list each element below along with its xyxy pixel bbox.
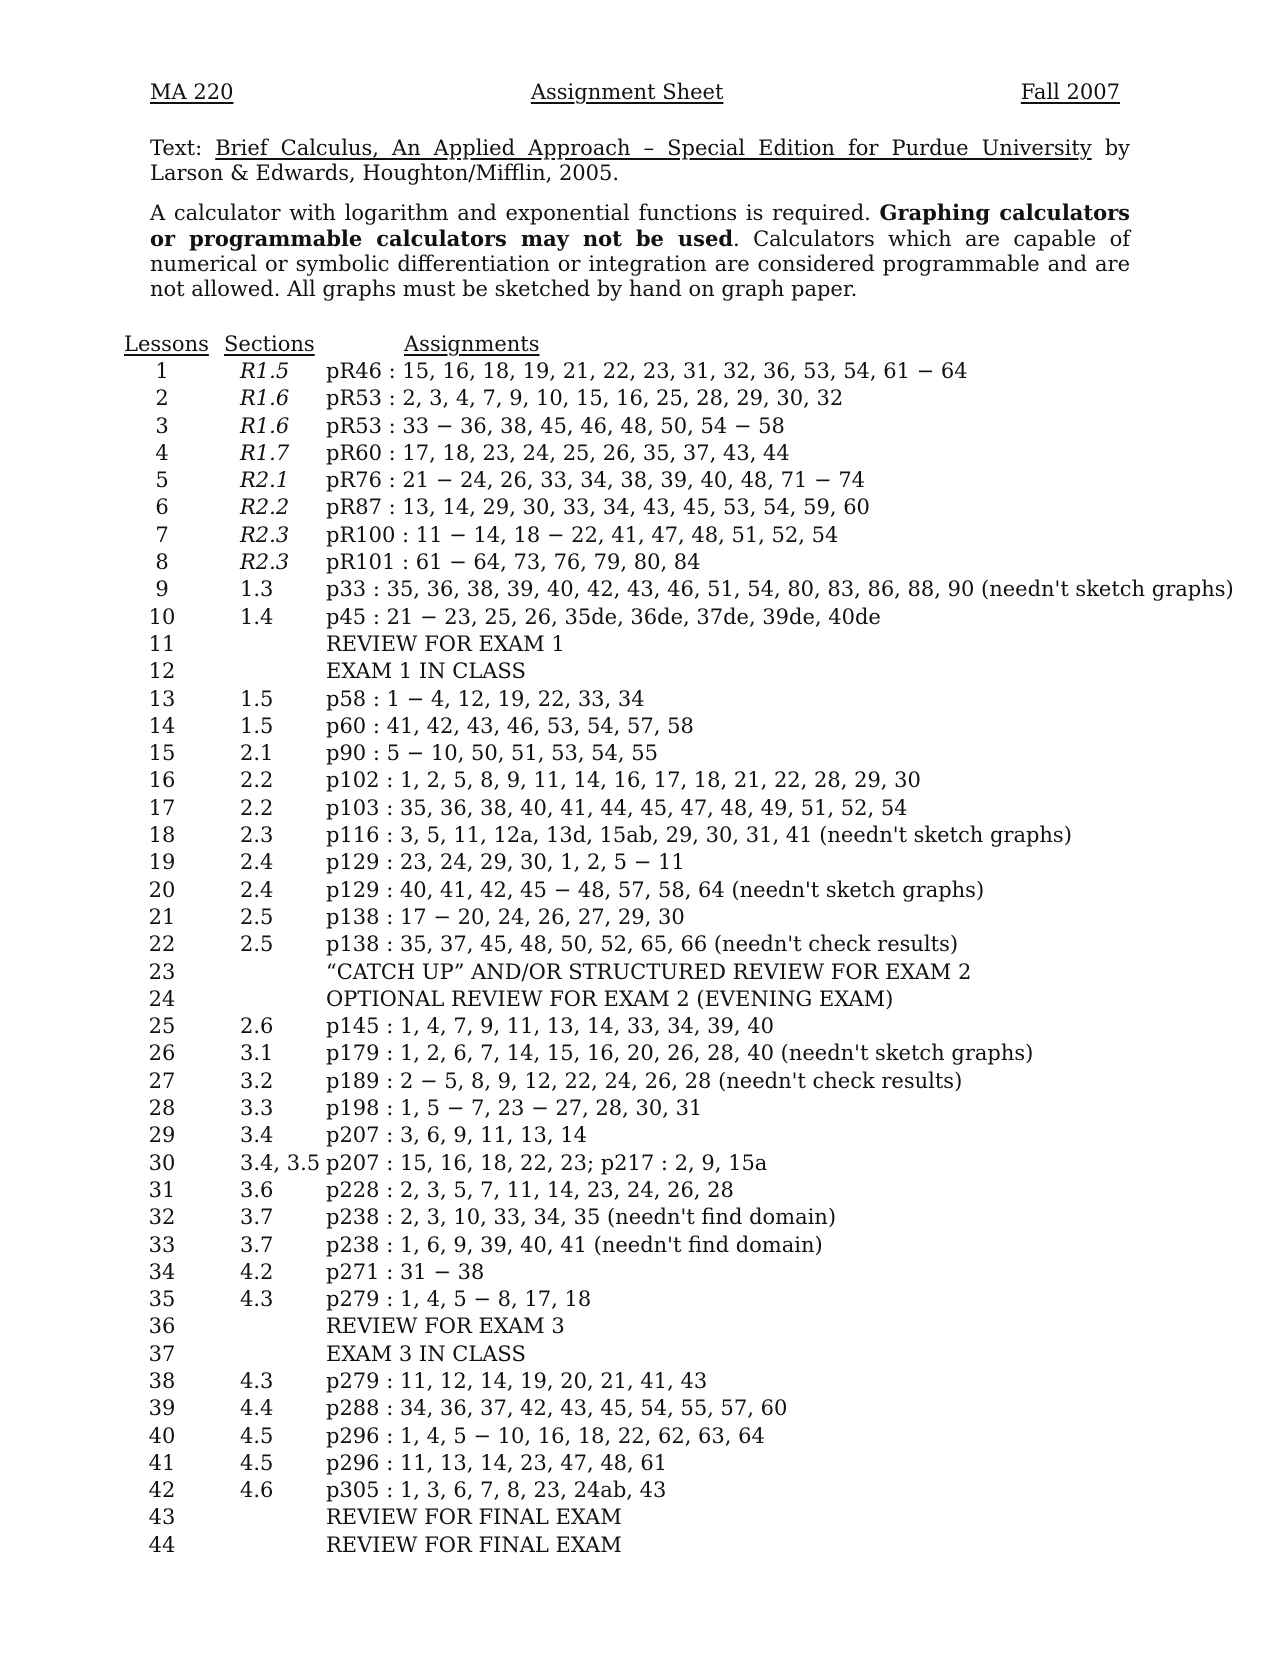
section-number: 4.3 — [240, 1287, 274, 1312]
assignment-text: REVIEW FOR EXAM 3 — [326, 1314, 565, 1339]
section-number: R1.6 — [240, 386, 290, 411]
course-code: MA 220 — [150, 80, 234, 104]
header-assignments: Assignments — [404, 332, 540, 356]
section-number: R1.5 — [240, 359, 290, 383]
lesson-number: 38 — [148, 1368, 176, 1393]
lesson-number: 8 — [155, 550, 169, 575]
table-row — [124, 713, 1234, 740]
section-number: 2.3 — [240, 823, 274, 848]
lesson-number: 19 — [148, 850, 176, 875]
table-row — [124, 385, 1234, 412]
assignment-text: EXAM 3 IN CLASS — [326, 1341, 526, 1366]
table-row — [124, 1177, 1234, 1204]
table-row — [124, 1477, 1234, 1504]
lesson-number: 17 — [148, 795, 176, 820]
assignment-text: p238 : 2, 3, 10, 33, 34, 35 (needn't find domain) — [326, 1205, 837, 1230]
section-number: R2.3 — [240, 522, 290, 547]
lesson-number: 43 — [148, 1505, 176, 1530]
lesson-number: 1 — [155, 359, 169, 383]
assignment-text: p58 : 1 − 4, 12, 19, 22, 33, 34 — [326, 686, 645, 711]
assignment-text: EXAM 1 IN CLASS — [326, 659, 526, 684]
assignment-text: p129 : 40, 41, 42, 45 − 48, 57, 58, 64 (needn't sketch graphs) — [326, 877, 985, 902]
table-row — [124, 686, 1234, 713]
assignment-text: p279 : 1, 4, 5 − 8, 17, 18 — [326, 1287, 592, 1312]
assignment-text: p102 : 1, 2, 5, 8, 9, 11, 14, 16, 17, 18, 21, 22, 28, 29, 30 — [326, 768, 921, 793]
assignment-text: p207 : 15, 16, 18, 22, 23; p217 : 2, 9, 15a — [326, 1150, 768, 1175]
lesson-number: 27 — [148, 1068, 176, 1093]
lesson-number: 16 — [148, 768, 176, 793]
assignment-text: p116 : 3, 5, 11, 12a, 13d, 15ab, 29, 30, 31, 41 (needn't sketch graphs) — [326, 823, 1072, 848]
section-number: 1.5 — [240, 713, 274, 738]
table-body — [124, 358, 1234, 1559]
lesson-number: 44 — [148, 1532, 176, 1557]
table-header — [124, 332, 1234, 358]
lesson-number: 36 — [148, 1314, 176, 1339]
textbook-suffix: by Larson & Edwards, Houghton/Mifflin, 2005. — [150, 136, 1131, 185]
lesson-number: 41 — [148, 1450, 176, 1475]
table-row — [124, 904, 1234, 931]
table-row — [124, 1068, 1234, 1095]
section-number: 4.5 — [240, 1423, 274, 1448]
assignment-text: p103 : 35, 36, 38, 40, 41, 44, 45, 47, 48, 49, 51, 52, 54 — [326, 795, 908, 820]
table-row — [124, 849, 1234, 876]
table-row — [124, 413, 1234, 440]
table-row — [124, 1341, 1234, 1368]
section-number — [200, 631, 326, 658]
table-row — [124, 604, 1234, 631]
section-number: 3.4 — [240, 1123, 274, 1148]
section-number: 1.4 — [240, 604, 274, 629]
assignment-text: p45 : 21 − 23, 25, 26, 35de, 36de, 37de, 39de, 40de — [326, 604, 881, 629]
header-sections-cell — [224, 332, 404, 358]
assignment-text: p145 : 1, 4, 7, 9, 11, 13, 14, 33, 34, 39, 40 — [326, 1014, 774, 1039]
section-number — [200, 658, 326, 685]
section-number: 2.5 — [240, 904, 274, 929]
lesson-number: 30 — [148, 1150, 176, 1175]
table-row — [124, 931, 1234, 958]
lesson-number: 14 — [148, 713, 176, 738]
section-number: 2.4 — [240, 850, 274, 875]
lesson-number: 29 — [148, 1123, 176, 1148]
lesson-number: 33 — [148, 1232, 176, 1257]
section-number: 2.2 — [240, 795, 274, 820]
section-number: 1.5 — [240, 686, 274, 711]
header-assignments-cell — [404, 332, 540, 358]
table-row — [124, 1259, 1234, 1286]
section-number: 2.4 — [240, 877, 274, 902]
assignment-text: p129 : 23, 24, 29, 30, 1, 2, 5 − 11 — [326, 850, 685, 875]
section-number: 4.2 — [240, 1259, 274, 1284]
section-number: 4.6 — [240, 1478, 274, 1503]
assignment-text: p179 : 1, 2, 6, 7, 14, 15, 16, 20, 26, 28, 40 (needn't sketch graphs) — [326, 1041, 1034, 1066]
assignment-text: pR76 : 21 − 24, 26, 33, 34, 38, 39, 40, 48, 71 − 74 — [326, 468, 866, 493]
section-number: R2.3 — [240, 550, 290, 575]
lesson-number: 24 — [148, 986, 176, 1011]
lesson-number: 22 — [148, 932, 176, 957]
section-number: 3.4, 3.5 — [240, 1150, 321, 1175]
lesson-number: 9 — [155, 577, 169, 602]
section-number: 3.1 — [240, 1041, 274, 1066]
section-number — [200, 1532, 326, 1559]
textbook-title: Brief Calculus, An Applied Approach – Special Edition for Purdue University — [215, 136, 1092, 160]
table-row — [124, 795, 1234, 822]
lesson-number: 7 — [155, 522, 169, 547]
section-number: R1.7 — [240, 440, 290, 465]
section-number — [200, 959, 326, 986]
assignment-text: pR101 : 61 − 64, 73, 76, 79, 80, 84 — [326, 550, 701, 575]
assignment-table — [124, 332, 1234, 1559]
lesson-number: 18 — [148, 823, 176, 848]
table-row — [124, 1368, 1234, 1395]
header-lessons-cell — [124, 332, 224, 358]
assignment-text: p189 : 2 − 5, 8, 9, 12, 22, 24, 26, 28 (needn't check results) — [326, 1068, 963, 1093]
assignment-text: p279 : 11, 12, 14, 19, 20, 21, 41, 43 — [326, 1368, 708, 1393]
table-row — [124, 1395, 1234, 1422]
lesson-number: 25 — [148, 1014, 176, 1039]
lesson-number: 37 — [148, 1341, 176, 1366]
assignment-text: REVIEW FOR EXAM 1 — [326, 631, 565, 656]
calculator-policy — [150, 200, 1130, 302]
assignment-text: p288 : 34, 36, 37, 42, 43, 45, 54, 55, 57, 60 — [326, 1396, 788, 1421]
textbook-prefix: Text: — [150, 136, 216, 160]
section-number — [200, 986, 326, 1013]
lesson-number: 3 — [155, 413, 169, 438]
assignment-text: p305 : 1, 3, 6, 7, 8, 23, 24ab, 43 — [326, 1478, 667, 1503]
section-number: 2.1 — [240, 741, 274, 766]
lesson-number: 23 — [148, 959, 176, 984]
lesson-number: 2 — [155, 386, 169, 411]
table-row — [124, 1423, 1234, 1450]
assignment-text: pR87 : 13, 14, 29, 30, 33, 34, 43, 45, 53, 54, 59, 60 — [326, 495, 870, 520]
assignment-text: p228 : 2, 3, 5, 7, 11, 14, 23, 24, 26, 28 — [326, 1177, 734, 1202]
assignment-text: pR46 : 15, 16, 18, 19, 21, 22, 23, 31, 32, 36, 53, 54, 61 − 64 — [326, 359, 968, 383]
assignment-text: p271 : 31 − 38 — [326, 1259, 485, 1284]
lesson-number: 28 — [148, 1096, 176, 1121]
table-row — [124, 1204, 1234, 1231]
table-row — [124, 358, 1234, 385]
lesson-number: 40 — [148, 1423, 176, 1448]
lesson-number: 10 — [148, 604, 176, 629]
table-row — [124, 1450, 1234, 1477]
term: Fall 2007 — [1020, 80, 1120, 104]
assignment-text: p60 : 41, 42, 43, 46, 53, 54, 57, 58 — [326, 713, 694, 738]
assignment-text: p238 : 1, 6, 9, 39, 40, 41 (needn't find domain) — [326, 1232, 823, 1257]
lesson-number: 21 — [148, 904, 176, 929]
table-row — [124, 1232, 1234, 1259]
table-row — [124, 986, 1234, 1013]
section-number: 3.7 — [240, 1232, 274, 1257]
calculator-policy-part2: . Calculators which are capable of numerical or symbolic differentiation or integration are considered programmable and are not allowed. All graphs must be sketched by hand on graph paper. — [150, 227, 1131, 301]
section-number: 4.4 — [240, 1396, 274, 1421]
assignment-text: REVIEW FOR FINAL EXAM — [326, 1532, 622, 1557]
assignment-text: pR53 : 2, 3, 4, 7, 9, 10, 15, 16, 25, 28, 29, 30, 32 — [326, 386, 844, 411]
header-sections: Sections — [224, 332, 315, 356]
section-number — [200, 1341, 326, 1368]
assignment-text: p296 : 1, 4, 5 − 10, 16, 18, 22, 62, 63, 64 — [326, 1423, 765, 1448]
lesson-number: 31 — [148, 1177, 176, 1202]
assignment-text: p207 : 3, 6, 9, 11, 13, 14 — [326, 1123, 587, 1148]
assignment-text: REVIEW FOR FINAL EXAM — [326, 1505, 622, 1530]
lesson-number: 42 — [148, 1478, 176, 1503]
lesson-number: 35 — [148, 1287, 176, 1312]
section-number: R1.6 — [240, 413, 290, 438]
section-number: 4.5 — [240, 1450, 274, 1475]
page-title: Assignment Sheet — [530, 80, 724, 104]
table-row — [124, 467, 1234, 494]
table-row — [124, 1122, 1234, 1149]
table-row — [124, 494, 1234, 521]
table-row — [124, 877, 1234, 904]
lesson-number: 6 — [155, 495, 169, 520]
section-number: 2.6 — [240, 1014, 274, 1039]
assignment-text: pR53 : 33 − 36, 38, 45, 46, 48, 50, 54 − 58 — [326, 413, 785, 438]
table-row — [124, 1504, 1234, 1531]
lesson-number: 12 — [148, 659, 176, 684]
assignment-text: OPTIONAL REVIEW FOR EXAM 2 (EVENING EXAM) — [326, 986, 894, 1011]
lesson-number: 26 — [148, 1041, 176, 1066]
section-number: 1.3 — [240, 577, 274, 602]
lesson-number: 13 — [148, 686, 176, 711]
table-row — [124, 740, 1234, 767]
assignment-text: p33 : 35, 36, 38, 39, 40, 42, 43, 46, 51, 54, 80, 83, 86, 88, 90 (needn't sketch graphs) — [326, 577, 1234, 602]
assignment-text: pR100 : 11 − 14, 18 − 22, 41, 47, 48, 51, 52, 54 — [326, 522, 839, 547]
section-number: 3.6 — [240, 1177, 274, 1202]
section-number — [200, 1504, 326, 1531]
assignment-text: p198 : 1, 5 − 7, 23 − 27, 28, 30, 31 — [326, 1096, 703, 1121]
calculator-policy-part1: A calculator with logarithm and exponential functions is required. — [150, 201, 880, 225]
lesson-number: 5 — [155, 468, 169, 493]
table-row — [124, 1532, 1234, 1559]
table-row — [124, 767, 1234, 794]
table-row — [124, 522, 1234, 549]
assignment-text: p90 : 5 − 10, 50, 51, 53, 54, 55 — [326, 741, 658, 766]
table-row — [124, 631, 1234, 658]
table-row — [124, 576, 1234, 603]
lesson-number: 34 — [148, 1259, 176, 1284]
assignment-text: p138 : 35, 37, 45, 48, 50, 52, 65, 66 (needn't check results) — [326, 932, 959, 957]
textbook-info — [150, 136, 1130, 186]
section-number: 4.3 — [240, 1368, 274, 1393]
page-header — [150, 80, 1120, 104]
table-row — [124, 822, 1234, 849]
section-number: 2.5 — [240, 932, 274, 957]
lesson-number: 32 — [148, 1205, 176, 1230]
section-number: 3.7 — [240, 1205, 274, 1230]
assignment-text: “CATCH UP” AND/OR STRUCTURED REVIEW FOR EXAM 2 — [326, 959, 972, 984]
calculator-policy-bold: Graphing calculators or programmable calculators may not be used — [150, 200, 1130, 251]
section-number: R2.2 — [240, 495, 290, 520]
lesson-number: 39 — [148, 1396, 176, 1421]
lesson-number: 15 — [148, 741, 176, 766]
table-row — [124, 1040, 1234, 1067]
section-number — [200, 1313, 326, 1340]
table-row — [124, 549, 1234, 576]
table-row — [124, 1286, 1234, 1313]
assignment-text: pR60 : 17, 18, 23, 24, 25, 26, 35, 37, 43, 44 — [326, 440, 790, 465]
section-number: 3.2 — [240, 1068, 274, 1093]
assignment-text: p138 : 17 − 20, 24, 26, 27, 29, 30 — [326, 904, 685, 929]
lesson-number: 11 — [148, 631, 176, 656]
table-row — [124, 959, 1234, 986]
header-lessons: Lessons — [124, 332, 209, 356]
section-number: 3.3 — [240, 1096, 274, 1121]
section-number: 2.2 — [240, 768, 274, 793]
table-row — [124, 440, 1234, 467]
table-row — [124, 1150, 1234, 1177]
section-number: R2.1 — [240, 468, 290, 493]
lesson-number: 20 — [148, 877, 176, 902]
table-row — [124, 1095, 1234, 1122]
table-row — [124, 1013, 1234, 1040]
table-row — [124, 1313, 1234, 1340]
assignment-text: p296 : 11, 13, 14, 23, 47, 48, 61 — [326, 1450, 668, 1475]
table-row — [124, 658, 1234, 685]
lesson-number: 4 — [155, 440, 169, 465]
